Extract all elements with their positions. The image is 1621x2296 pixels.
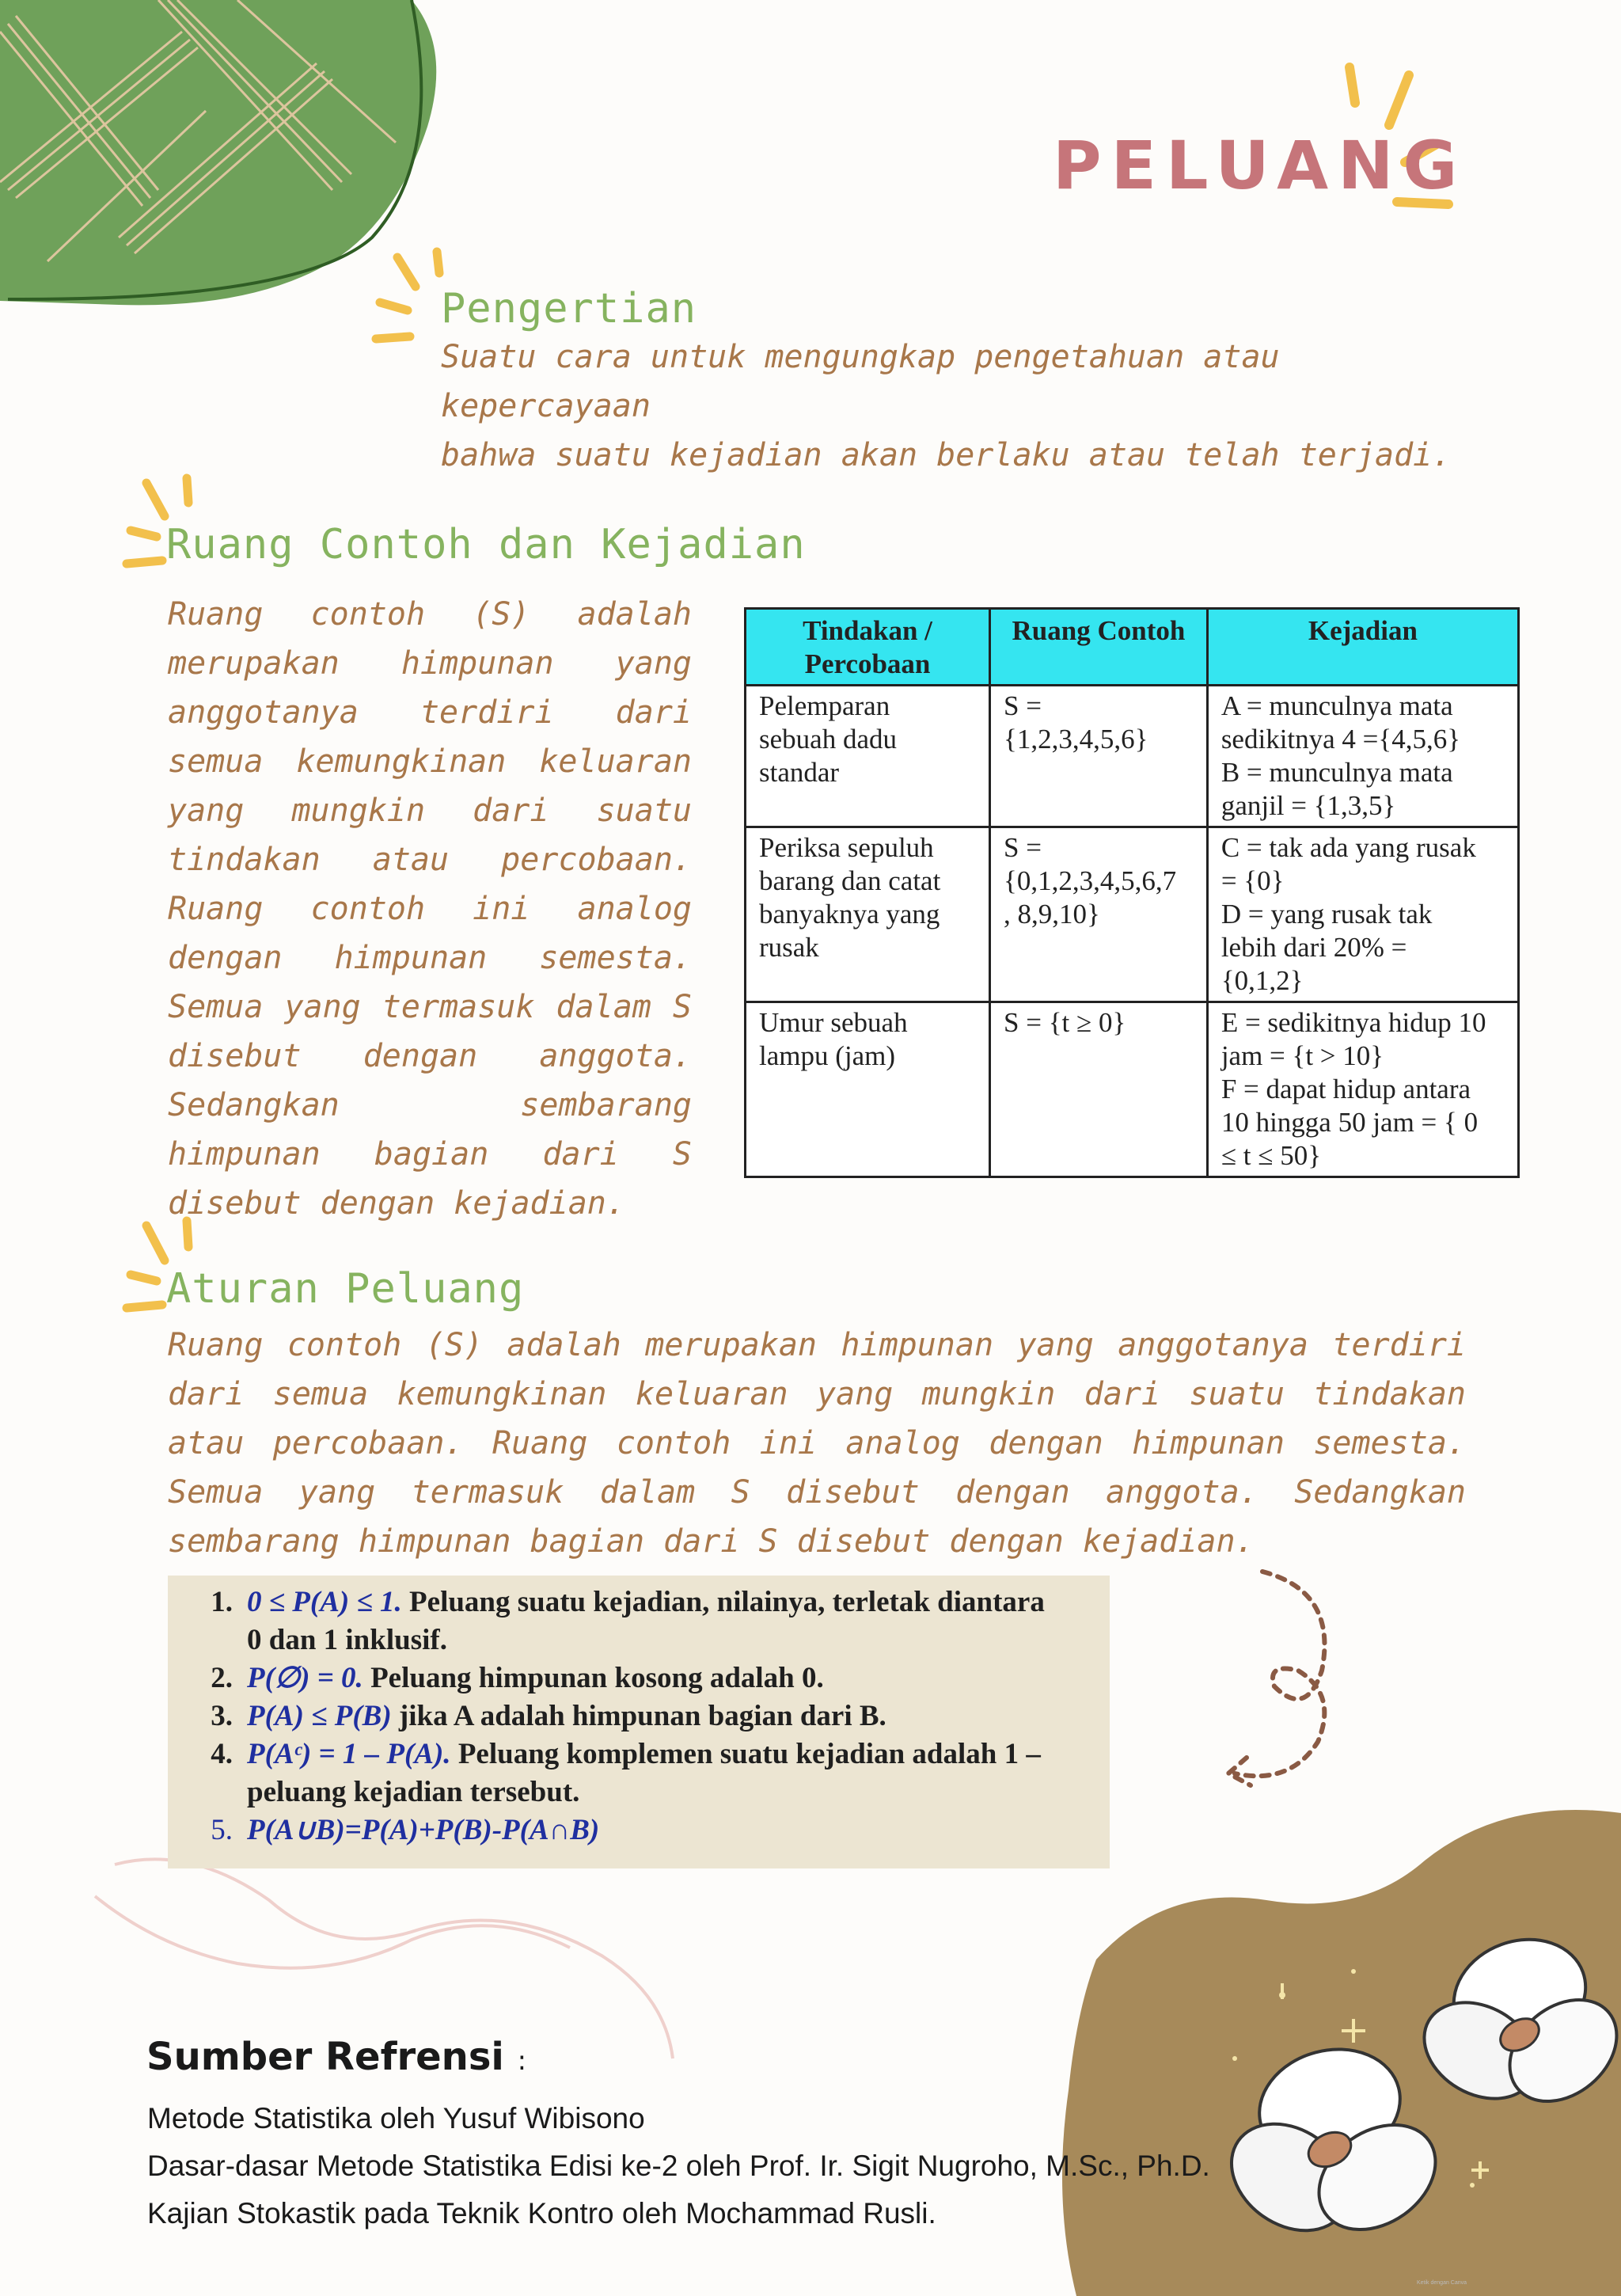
page-title: PELUANG — [1053, 127, 1467, 204]
rule-description: Peluang himpunan kosong adalah 0. — [363, 1662, 824, 1694]
cell-line: banyaknya yang — [759, 899, 940, 929]
rule-item — [192, 1583, 1086, 1659]
header-tindakan: Tindakan / Percobaan — [746, 609, 990, 686]
cell-line: Umur sebuah — [759, 1007, 908, 1038]
curly-arrow-icon — [1228, 1572, 1324, 1785]
rule-description: Peluang komplemen suatu kejadian adalah 1 – — [450, 1738, 1041, 1770]
cell-line: 10 hingga 50 jam = { 0 — [1220, 1107, 1479, 1138]
rule-continuation: 0 dan 1 inklusif. — [247, 1624, 447, 1656]
rule-formula: 0 ≤ P(A) ≤ 1. — [247, 1586, 402, 1618]
cell-line: {0,1,2} — [1220, 965, 1304, 996]
cell-line: C = tak ada yang rusak — [1220, 832, 1476, 863]
cell-line: ganjil = {1,3,5} — [1220, 790, 1396, 821]
cell-line: S = — [1004, 832, 1042, 863]
rule-formula: P(A∪B)=P(A)+P(B)-P(A∩B) — [247, 1814, 600, 1846]
aturan-peluang-text: Ruang contoh (S) adalah merupakan himpunan yang anggotanya terdiri dari semua kemungkinan keluaran yang mungkin dari suatu tindakan atau percobaan. Ruang contoh ini analog dengan himpunan semesta. Semua yang termasuk dalam S disebut dengan anggota. Sedangkan sembarang himpunan bagian dari S disebut dengan kejadian. — [168, 1327, 1466, 1560]
pengertian-sparkle-icon — [376, 252, 439, 339]
rules-box — [168, 1576, 1110, 1868]
cell-tindakan — [746, 1002, 990, 1177]
cell-tindakan — [746, 827, 990, 1002]
rule-formula: P(∅) = 0. — [247, 1662, 363, 1694]
cell-line: lebih dari 20% = — [1220, 932, 1407, 963]
cell-line: standar — [759, 757, 840, 788]
rule-description: jika A adalah himpunan bagian dari B. — [391, 1700, 886, 1732]
sumber-heading — [146, 2035, 526, 2079]
rule-formula: P(Aᶜ) = 1 – P(A). — [247, 1738, 451, 1770]
ruang-contoh-table — [744, 607, 1520, 1178]
reference-item: Dasar-dasar Metode Statistika Edisi ke-2 oleh Prof. Ir. Sigit Nugroho, M.Sc., Ph.D. — [147, 2150, 1210, 2182]
rule-number: 3. — [211, 1700, 233, 1732]
rule-item — [192, 1697, 1086, 1735]
rule-item — [192, 1735, 1086, 1811]
cell-line: S = {t ≥ 0} — [1004, 1007, 1126, 1038]
reference-item: Kajian Stokastik pada Teknik Kontro oleh Mochammad Rusli. — [147, 2197, 936, 2229]
cell-kejadian — [1207, 686, 1518, 827]
pengertian-line: Suatu cara untuk mengungkap pengetahuan atau kepercayaan — [441, 339, 1280, 424]
header-kejadian: Kejadian — [1207, 609, 1518, 686]
cell-line: A = munculnya mata — [1220, 690, 1453, 721]
green-blob-decoration — [0, 0, 436, 305]
rule-item — [192, 1659, 1086, 1697]
cell-line: {1,2,3,4,5,6} — [1004, 724, 1148, 755]
cell-ruang — [990, 686, 1208, 827]
table-row — [746, 1002, 1519, 1177]
rule-number: 4. — [211, 1738, 233, 1770]
rule-body — [247, 1735, 1086, 1811]
table-row — [746, 686, 1519, 827]
cell-line: = {0} — [1220, 865, 1285, 896]
rule-body — [247, 1583, 1086, 1659]
pink-swirl-decoration — [95, 1859, 673, 2058]
cell-line: Periksa sepuluh — [759, 832, 934, 863]
reference-item: Metode Statistika oleh Yusuf Wibisono — [147, 2102, 645, 2134]
rule-number: 1. — [211, 1586, 233, 1618]
canva-watermark: Ketik dengan Canva — [1417, 2280, 1467, 2286]
sumber-colon: : — [517, 2045, 527, 2077]
pengertian-line: bahwa suatu kejadian akan berlaku atau telah terjadi. — [441, 437, 1452, 473]
cell-tindakan — [746, 686, 990, 827]
cell-line: F = dapat hidup antara — [1220, 1074, 1471, 1104]
pengertian-text — [441, 333, 1462, 480]
aturan-peluang-heading: Aturan Peluang — [166, 1265, 525, 1313]
rule-number: 2. — [211, 1662, 233, 1694]
cell-line: {0,1,2,3,4,5,6,7 — [1004, 865, 1177, 896]
cell-line: lampu (jam) — [759, 1040, 896, 1071]
rule-number: 5. — [211, 1814, 233, 1846]
cell-kejadian — [1207, 827, 1518, 1002]
ruang-contoh-heading: Ruang Contoh dan Kejadian — [166, 521, 806, 568]
cell-line: , 8,9,10} — [1004, 899, 1100, 929]
cell-line: B = munculnya mata — [1220, 757, 1453, 788]
cell-line: sebuah dadu — [759, 724, 897, 755]
rule-body — [247, 1811, 1086, 1849]
cell-kejadian — [1207, 1002, 1518, 1177]
rule-body — [247, 1659, 1086, 1697]
pengertian-heading: Pengertian — [441, 285, 697, 333]
cell-line: sedikitnya 4 ={4,5,6} — [1220, 724, 1461, 755]
rule-formula: P(A) ≤ P(B) — [247, 1700, 392, 1732]
rule-item — [192, 1811, 1086, 1849]
cell-line: ≤ t ≤ 50} — [1220, 1140, 1322, 1171]
table-header-row — [746, 609, 1519, 686]
ruang-contoh-text: Ruang contoh (S) adalah merupakan himpunan yang anggotanya terdiri dari semua kemungkinan keluaran yang mungkin dari suatu tindakan atau percobaan. Ruang contoh ini analog dengan himpunan semesta. Semua yang termasuk dalam S disebut dengan anggota. Sedangkan sembarang himpunan bagian dari S disebut dengan kejadian. — [168, 596, 692, 1222]
cell-ruang — [990, 827, 1208, 1002]
cell-ruang — [990, 1002, 1208, 1177]
cell-line: rusak — [759, 932, 819, 963]
rule-continuation: peluang kejadian tersebut. — [247, 1776, 580, 1808]
sumber-heading-text: Sumber Refrensi — [146, 2035, 504, 2079]
cell-line: jam = {t > 10} — [1220, 1040, 1384, 1071]
cell-line: barang dan catat — [759, 865, 941, 896]
cell-line: S = — [1004, 690, 1042, 721]
rule-description: Peluang suatu kejadian, nilainya, terletak diantara — [401, 1586, 1045, 1618]
flower-blob-decoration — [1062, 1810, 1621, 2296]
cell-line: E = sedikitnya hidup 10 — [1220, 1007, 1486, 1038]
table-row — [746, 827, 1519, 1002]
cell-line: Pelemparan — [759, 690, 890, 721]
cell-line: D = yang rusak tak — [1220, 899, 1433, 929]
rule-body — [247, 1697, 1086, 1735]
header-ruang-contoh: Ruang Contoh — [990, 609, 1208, 686]
